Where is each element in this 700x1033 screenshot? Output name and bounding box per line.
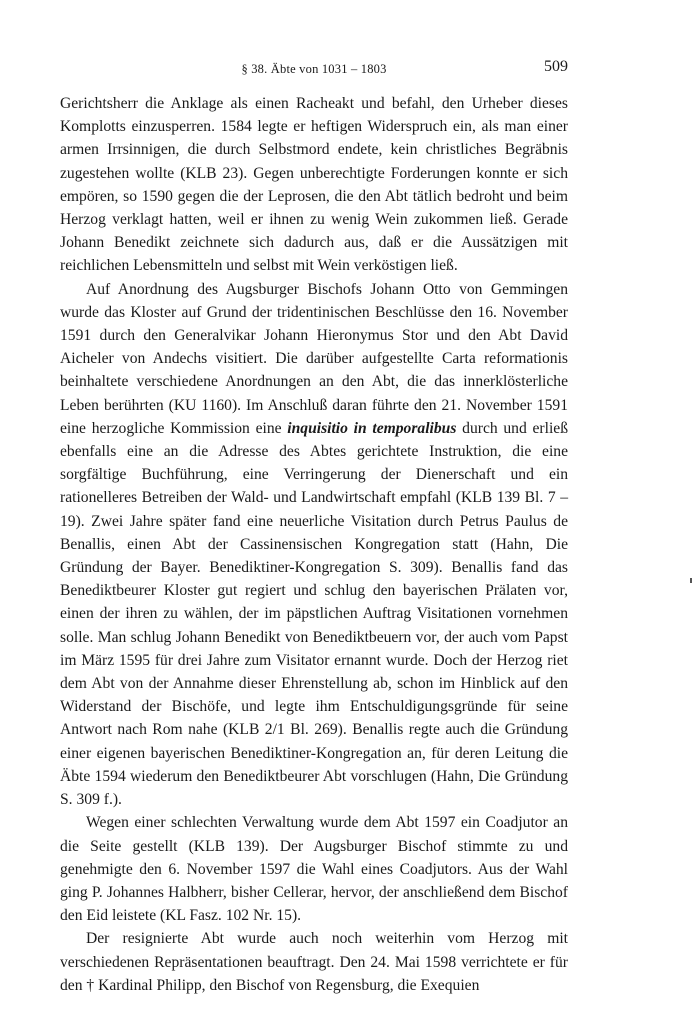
page-number: 509	[544, 58, 568, 75]
body-text	[60, 92, 568, 997]
running-head	[60, 58, 568, 82]
paragraph-2	[60, 278, 568, 812]
margin-speck	[690, 578, 692, 583]
section-title: § 38. Äbte von 1031 – 1803	[241, 62, 387, 76]
paragraph-2-text-end: durch und erließ ebenfalls eine an die Adresse des Abtes gerichtete Instruktion, die eine sorgfältige Buchführung, eine Verringerung der Dienerschaft und ein rationelleres Betreiben der Wald- und Landwirtschaft empfahl (KLB 139 Bl. 7 – 19). Zwei Jahre später fand eine neuerliche Visitation durch Petrus Paulus de Benallis, einen Abt der Cassinensischen Kongregation statt (Hahn, Die Gründung der Bayer. Benediktiner-Kongregation S. 309). Benallis fand das Benediktbeurer Kloster gut regiert und schlug den bayerischen Prälaten vor, einen der ihren zu wählen, der im päpstlichen Auftrag Visitationen vornehmen solle. Man schlug Johann Benedikt von Benediktbeuern vor, der auch vom Papst im März 1595 für drei Jahre zum Visitator ernannt wurde. Doch der Herzog riet dem Abt von der Annahme dieser Ehrenstellung ab, schon im Hinblick auf den Widerstand der Bischöfe, und legte ihm Entschuldigungsgründe für seine Antwort nach Rom nahe (KLB 2/1 Bl. 269). Benallis regte auch die Gründung einer eigenen bayerischen Benediktiner-Kongregation an, für deren Leitung die Äbte 1594 wiederum den Benediktbeurer Abt vorschlugen (Hahn, Die Gründung S. 309 f.).	[60, 419, 568, 809]
latin-term: inquisitio in temporalibus	[287, 419, 457, 437]
paragraph-4: Der resignierte Abt wurde auch noch weiterhin vom Herzog mit verschiedenen Repräsentationen beauftragt. Den 24. Mai 1598 verrichtete er für den † Kardinal Philipp, den Bischof von Regensburg, die Exequien	[60, 930, 568, 994]
paragraph-2-text-start: Auf Anordnung des Augsburger Bischofs Johann Otto von Gemmingen wurde das Kloster auf Grund der tridentinischen Beschlüsse den 16. November 1591 durch den Generalvikar Johann Hieronymus Stor und den Abt David Aicheler von Andechs visitiert. Die darüber aufgestellte Carta reformationis beinhaltete verschiedene Anordnungen an den Abt, die das innerklösterliche Leben berührten (KU 1160). Im Anschluß daran führte den 21. November 1591 eine herzogliche Kommission eine	[60, 280, 568, 437]
paragraph-1: Gerichtsherr die Anklage als einen Racheakt und befahl, den Urheber dieses Komplotts einzusperren. 1584 legte er heftigen Widerspruch ein, als man einer armen Irrsinnigen, die durch Selbstmord endete, kein christliches Begräbnis zugestehen wollte (KLB 23). Gegen unberechtigte Forderungen konnte er sich empören, so 1590 gegen die der Leprosen, die den Abt tätlich bedroht und beim Herzog verklagt hatten, weil er ihnen zu wenig Wein zukommen ließ. Gerade Johann Benedikt zeichnete sich dadurch aus, daß er die Aussätzigen mit reichlichen Lebensmitteln und selbst mit Wein verköstigen ließ.	[60, 95, 568, 275]
paragraph-3: Wegen einer schlechten Verwaltung wurde dem Abt 1597 ein Coadjutor an die Seite gestellt (KLB 139). Der Augsburger Bischof stimmte zu und genehmigte den 6. November 1597 die Wahl eines Coadjutors. Aus der Wahl ging P. Johannes Halbherr, bisher Cellerar, hervor, der anschließend dem Bischof den Eid leistete (KL Fasz. 102 Nr. 15).	[60, 814, 568, 925]
